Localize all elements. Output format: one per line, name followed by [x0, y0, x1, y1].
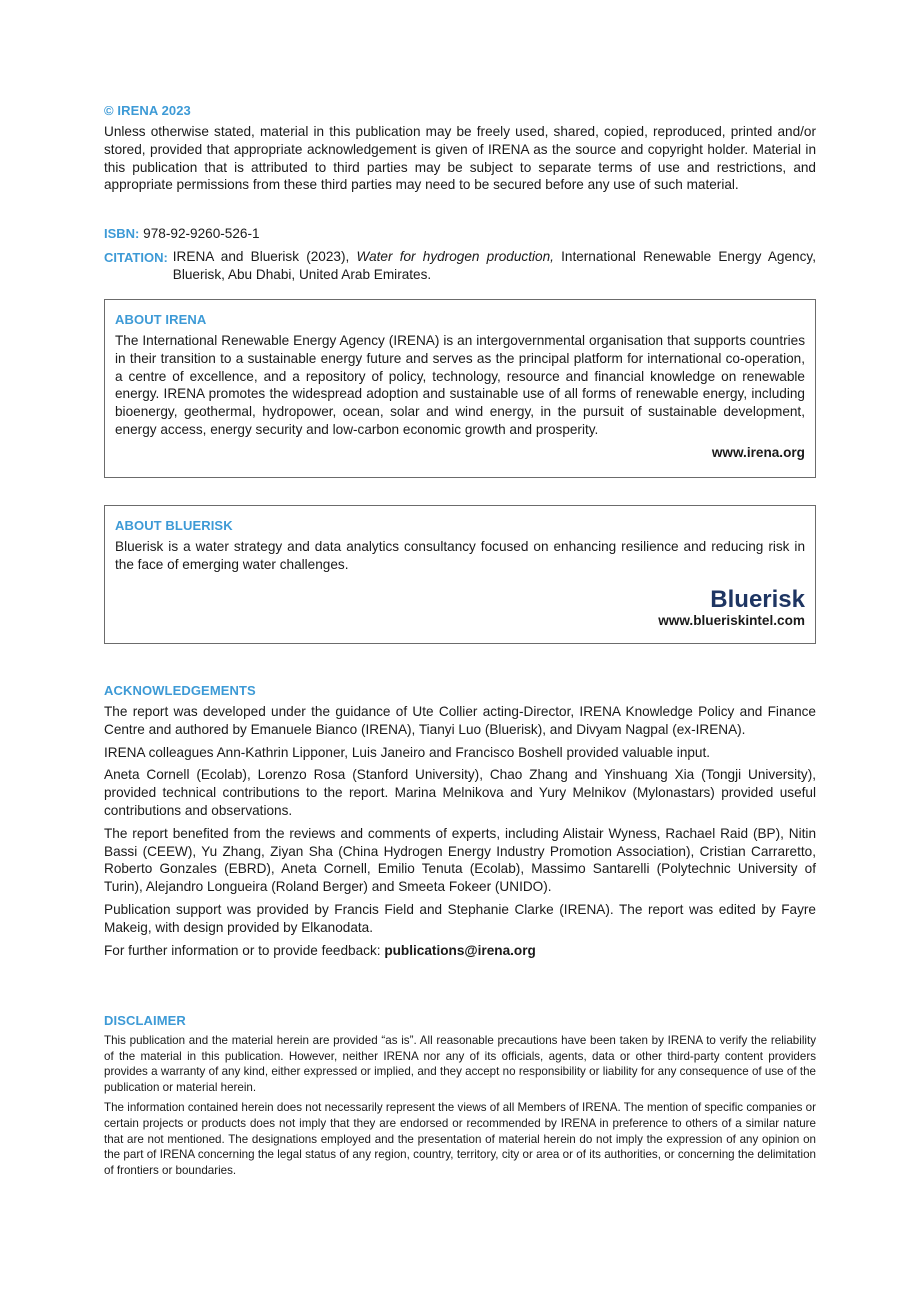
- disclaimer-paragraph: This publication and the material herein are provided “as is”. All reasonable precautions have been taken by IRENA to verify the reliability of the material in this publication. However, neither IRENA nor any of its officials, agents, data or other third-party content providers provides a warranty of any kind, either expressed or implied, and they accept no responsibility or liability for any consequence of use of the publication or material herein.: [104, 1034, 816, 1094]
- isbn-value: 978-92-9260-526-1: [143, 226, 260, 241]
- bluerisk-url-link[interactable]: www.blueriskintel.com: [658, 612, 805, 628]
- copyright-heading: © IRENA 2023: [104, 103, 191, 118]
- about-irena-text: The International Renewable Energy Agency (IRENA) is an intergovernmental organisation that supports countries in their transition to a sustainable energy future and serves as the principal platform for international co-operation, a centre of excellence, and a repository of policy, technology, resource and financial knowledge on renewable energy. IRENA promotes the widespread adoption and sustainable use of all forms of renewable energy, including bioenergy, geothermal, hydropower, ocean, solar and wind energy, in the pursuit of sustainable development, energy access, energy security and low-carbon economic growth and prosperity.: [115, 333, 805, 437]
- feedback-line: [104, 942, 816, 960]
- citation-title: Water for hydrogen production,: [356, 249, 554, 264]
- citation-text: [173, 248, 816, 284]
- disclaimer-heading: DISCLAIMER: [104, 1013, 186, 1028]
- isbn-line: [104, 225, 816, 243]
- isbn-label: ISBN:: [104, 226, 140, 241]
- irena-url-link[interactable]: www.irena.org: [711, 444, 805, 460]
- ack-paragraph: Publication support was provided by Francis Field and Stephanie Clarke (IRENA). The report was edited by Fayre Makeig, with design provided by Elkanodata.: [104, 901, 816, 935]
- ack-paragraph: Aneta Cornell (Ecolab), Lorenzo Rosa (Stanford University), Chao Zhang and Yinshuang Xia (Tongji University), provided technical contributions to the report. Marina Melnikova and Yury Melnikov (Mylonastars) provided useful contributions and observations.: [104, 767, 816, 818]
- citation-prefix: IRENA and Bluerisk (2023),: [172, 249, 357, 264]
- feedback-prefix: For further information or to provide feedback:: [104, 942, 385, 958]
- about-bluerisk-text: Bluerisk is a water strategy and data analytics consultancy focused on enhancing resilience and reducing risk in the face of emerging water challenges.: [115, 539, 805, 572]
- bluerisk-logo: Bluerisk: [710, 585, 805, 613]
- citation-line: [104, 248, 816, 284]
- ack-paragraph: The report was developed under the guidance of Ute Collier acting-Director, IRENA Knowledge Policy and Finance Centre and authored by Emanuele Bianco (IRENA), Tianyi Luo (Bluerisk), and Divyam Nagpal (ex-IRENA).: [104, 704, 816, 737]
- copyright-section: [104, 103, 816, 194]
- ack-paragraph: The report benefited from the reviews and comments of experts, including Alistair Wyness, Rachael Raid (BP), Nitin Bassi (CEEW), Yu Zhang, Ziyan Sha (China Hydrogen Energy Industry Promotion Association), Cristian Carraretto, Roberto Gonzales (EBRD), Aneta Cornell, Emilio Tenuta (Ecolab), Massimo Santarelli (Polytechnic University of Turin), Alejandro Longueira (Roland Berger) and Smeeta Fokeer (UNIDO).: [104, 825, 816, 895]
- ack-paragraph: IRENA colleagues Ann-Kathrin Lipponer, Luis Janeiro and Francisco Boshell provided valuable input.: [104, 744, 711, 760]
- about-bluerisk-heading: ABOUT BLUERISK: [115, 518, 233, 533]
- about-bluerisk-box: [104, 505, 816, 644]
- about-irena-box: [104, 299, 816, 478]
- acknowledgements-heading: ACKNOWLEDGEMENTS: [104, 683, 256, 698]
- disclaimer-paragraph: The information contained herein does not necessarily represent the views of all Members of IRENA. The mention of specific companies or certain projects or products does not imply that they are endorsed or recommended by IRENA in preference to others of a similar nature that are not mentioned. The designations employed and the presentation of material herein do not imply the expression of any opinion on the part of IRENA concerning the legal status of any region, country, territory, city or area or of its authorities, or concerning the delimitation of frontiers or boundaries.: [104, 1101, 816, 1177]
- disclaimer-section: [104, 1013, 816, 1183]
- feedback-email-link[interactable]: publications@irena.org: [384, 942, 536, 958]
- copyright-text: Unless otherwise stated, material in this publication may be freely used, shared, copied, reproduced, printed and/or stored, provided that appropriate acknowledgement is given of IRENA as the source and copyright holder. Material in this publication that is attributed to third parties may be subject to separate terms of use and restrictions, and appropriate permissions from these third parties may need to be secured before any use of such material.: [104, 124, 816, 193]
- about-irena-heading: ABOUT IRENA: [115, 312, 207, 327]
- citation-suffix: International Renewable Energy Agency, Bluerisk, Abu Dhabi, United Arab Emirates.: [172, 249, 816, 282]
- citation-label: CITATION:: [104, 250, 168, 265]
- acknowledgements-section: [104, 683, 816, 964]
